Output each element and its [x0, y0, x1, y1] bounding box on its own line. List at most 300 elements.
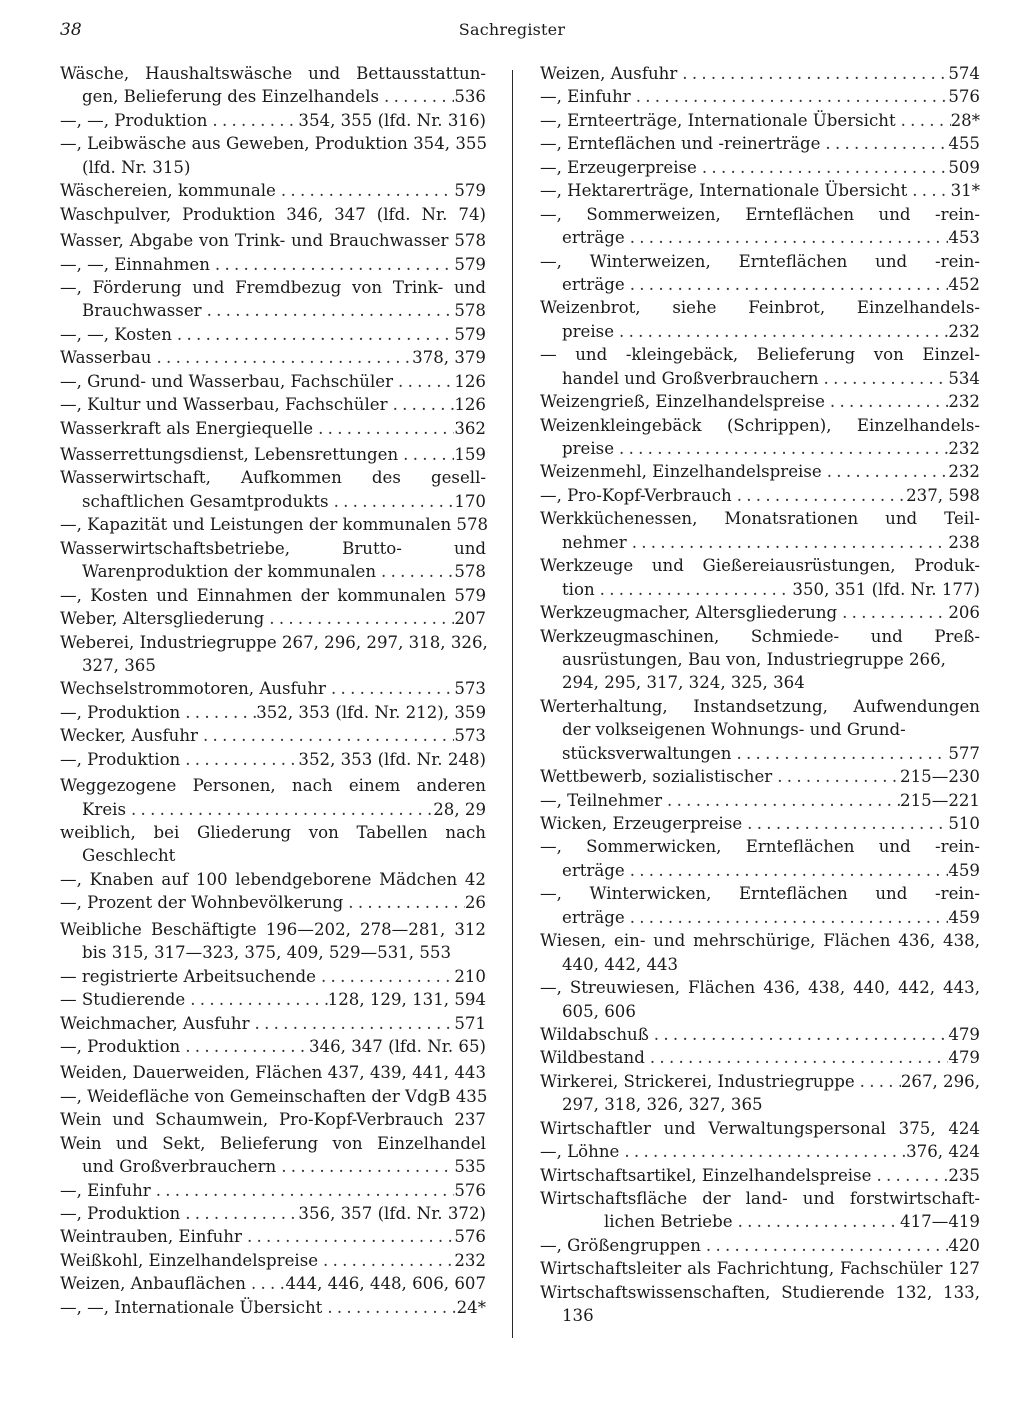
- index-entry: [540, 929, 980, 952]
- index-entry-pages: 350, 351 (lfd. Nr. 177): [792, 579, 980, 599]
- index-entry: [60, 748, 486, 771]
- dot-leader: [662, 789, 900, 812]
- index-entry-pages: 376, 424: [906, 1142, 980, 1162]
- index-entry-term: Brauchwasser: [82, 301, 202, 321]
- dot-leader: [180, 1035, 309, 1058]
- index-entry-term: lichen Betriebe: [604, 1212, 733, 1232]
- index-entry-text: Wasserwirtschaft, Aufkommen des gesell-: [60, 468, 486, 488]
- dot-leader: [819, 367, 949, 390]
- index-entry: [540, 625, 980, 648]
- index-entry-text: — und -kleingebäck, Belieferung von Einzel-: [540, 345, 980, 365]
- index-entry: [60, 1202, 486, 1225]
- index-entry-pages: 362: [454, 418, 486, 438]
- index-entry-pages: 128, 129, 131, 594: [327, 990, 486, 1010]
- index-entry: [540, 859, 980, 882]
- index-entry: [60, 774, 486, 797]
- index-entry-pages: 510: [948, 814, 980, 833]
- index-entry-pages: 455: [948, 134, 980, 154]
- index-entry: [540, 976, 980, 999]
- index-entry: [540, 531, 980, 554]
- index-entry: [60, 724, 486, 747]
- index-entry: [540, 320, 980, 343]
- index-entry-pages: 354, 355 (lfd. Nr. 316): [298, 110, 486, 130]
- index-entry-term: gen, Belieferung des Einzelhandels: [82, 87, 380, 107]
- index-entry-text: 440, 442, 443: [562, 954, 679, 974]
- index-entry: [540, 789, 980, 812]
- index-entry-text: Weiden, Dauerweiden, Flächen 437, 439, 441, 443: [60, 1063, 486, 1083]
- dot-leader: [697, 156, 948, 179]
- index-entry: [540, 671, 980, 694]
- index-entry-term: erträge: [562, 274, 625, 294]
- index-entry: [540, 648, 980, 671]
- index-entry-term: Wechselstrommotoren, Ausfuhr: [60, 679, 326, 699]
- dot-leader: [318, 1249, 454, 1272]
- index-entry: [60, 466, 486, 489]
- index-entry-term: —, Größengruppen: [540, 1235, 701, 1255]
- dot-leader: [198, 724, 454, 747]
- index-entry-text: Wasserwirtschaftsbetriebe, Brutto- und: [60, 538, 486, 558]
- index-entry-text: 136: [562, 1306, 594, 1326]
- index-entry: [540, 1257, 980, 1280]
- index-entry: [60, 513, 489, 536]
- column-divider: [512, 70, 513, 1338]
- index-entry-term: Weizenmehl, Einzelhandelspreise: [540, 462, 822, 482]
- index-entry: [540, 835, 980, 858]
- index-entry: [60, 1035, 486, 1058]
- dot-leader: [855, 1070, 901, 1093]
- index-entry-pages: 576: [454, 1227, 486, 1247]
- index-entry-text: —, Streuwiesen, Flächen 436, 438, 440, 442, 443,: [540, 978, 980, 998]
- dot-leader: [772, 765, 900, 788]
- index-entry-term: —, Produktion: [60, 702, 181, 722]
- index-entry-term: Kreis: [82, 799, 126, 819]
- dot-leader: [207, 109, 298, 132]
- dot-leader: [822, 460, 949, 483]
- index-entry-term: —, —, Einnahmen: [60, 254, 210, 274]
- dot-leader: [322, 1296, 456, 1319]
- index-entry: [60, 1085, 486, 1108]
- dot-leader: [631, 85, 949, 108]
- index-entry-pages: 346, 347 (lfd. Nr. 65): [308, 1036, 486, 1056]
- dot-leader: [645, 1046, 948, 1069]
- dot-leader: [126, 798, 433, 821]
- index-entry-pages: 535: [454, 1157, 486, 1177]
- index-entry: [540, 1281, 980, 1304]
- index-entry-text: —, Kosten und Einnahmen der kommunalen 579: [60, 585, 486, 605]
- index-entry: [60, 1155, 486, 1178]
- index-entry-term: Warenproduktion der kommunalen: [82, 562, 377, 582]
- index-entry-pages: 571: [454, 1013, 486, 1033]
- index-entry: [60, 537, 486, 560]
- index-entry: [540, 460, 980, 483]
- index-entry: [60, 988, 486, 1011]
- dot-leader: [625, 273, 949, 296]
- dot-leader: [185, 988, 327, 1011]
- dot-leader: [398, 443, 454, 466]
- dot-leader: [614, 320, 948, 343]
- index-entry: [540, 203, 980, 226]
- index-entry-term: Weichmacher, Ausfuhr: [60, 1013, 250, 1033]
- index-entry: [60, 132, 486, 155]
- dot-leader: [329, 490, 455, 513]
- index-entry: [540, 390, 980, 413]
- index-entry: [540, 578, 980, 601]
- index-entry-term: —, Ernteerträge, Internationale Übersicht: [540, 110, 896, 130]
- index-entry-pages: 352, 353 (lfd. Nr. 212), 359: [256, 702, 486, 722]
- index-entry-text: —, Förderung und Fremdbezug von Trink- und: [60, 277, 486, 297]
- index-entry: [540, 367, 980, 390]
- index-entry-text: —, Leibwäsche aus Geweben, Produktion 354, 355: [60, 134, 488, 154]
- index-entry-term: preise: [562, 321, 615, 341]
- index-entry-pages: 509: [948, 157, 980, 177]
- dot-leader: [595, 578, 793, 601]
- index-entry-text: der volkseigenen Wohnungs- und Grund-: [562, 720, 906, 740]
- index-entry: [540, 718, 980, 741]
- index-entry: [60, 85, 486, 108]
- index-column-left: [60, 62, 489, 1319]
- dot-leader: [627, 531, 949, 554]
- index-entry: [60, 203, 486, 226]
- index-entry: [60, 393, 486, 416]
- index-entry: [540, 414, 980, 437]
- index-entry-pages: 215—221: [900, 790, 980, 810]
- index-entry: [60, 941, 486, 964]
- index-entry: [60, 607, 486, 630]
- index-entry-term: Wettbewerb, sozialistischer: [540, 767, 773, 787]
- index-entry-pages: 444, 446, 448, 606, 607: [285, 1274, 486, 1294]
- index-entry-term: Wildbestand: [540, 1048, 645, 1068]
- index-entry-pages: 238: [948, 532, 980, 552]
- index-entry-text: Weizenkleingebäck (Schrippen), Einzelhandels-: [540, 415, 980, 435]
- dot-leader: [896, 109, 951, 132]
- index-entry-text: weiblich, bei Gliederung von Tabellen nach: [60, 823, 486, 842]
- dot-leader: [376, 560, 454, 583]
- dot-leader: [379, 85, 454, 108]
- index-entry-term: Wasserkraft als Energiequelle: [60, 418, 314, 438]
- index-entry: [60, 276, 486, 299]
- index-entry-text: Weberei, Industriegruppe 267, 296, 297, 318, 326,: [60, 632, 488, 652]
- index-entry-pages: 170: [454, 491, 486, 511]
- index-entry-term: Weizen, Ausfuhr: [540, 64, 678, 83]
- index-entry: [540, 765, 980, 788]
- index-entry-pages: 577: [948, 743, 980, 763]
- dot-leader: [246, 1272, 285, 1295]
- dot-leader: [733, 1210, 900, 1233]
- index-entry: [60, 844, 486, 867]
- index-entry-pages: 459: [948, 860, 980, 880]
- dot-leader: [625, 906, 949, 929]
- index-entry-term: erträge: [562, 860, 625, 880]
- index-entry: [60, 1179, 486, 1202]
- running-head: Sachregister: [458, 20, 566, 39]
- dot-leader: [837, 601, 948, 624]
- index-entry-term: —, Prozent der Wohnbevölkerung: [60, 893, 344, 913]
- index-entry-pages: 573: [454, 726, 486, 746]
- index-entry: [540, 109, 980, 132]
- index-entry: [540, 296, 980, 319]
- index-entry-term: Wecker, Ausfuhr: [60, 726, 198, 746]
- index-entry: [540, 1210, 980, 1233]
- index-entry-pages: 378, 379: [412, 348, 486, 368]
- index-entry: [60, 631, 486, 654]
- index-entry-term: handel und Großverbrauchern: [562, 368, 819, 388]
- index-entry: [60, 1225, 486, 1248]
- index-entry-pages: 459: [948, 907, 980, 927]
- index-entry: [60, 229, 486, 252]
- index-entry-pages: 479: [948, 1024, 980, 1044]
- index-entry-text: —, Winterweizen, Ernteflächen und -rein-: [540, 251, 980, 271]
- dot-leader: [151, 1179, 455, 1202]
- index-entry: [540, 1000, 980, 1023]
- dot-leader: [202, 299, 455, 322]
- index-entry: [60, 253, 486, 276]
- index-entry: [540, 1304, 980, 1327]
- index-entry: [60, 62, 486, 85]
- index-entry: [540, 226, 980, 249]
- index-entry-text: Werkzeuge und Gießereiausrüstungen, Produk-: [540, 556, 980, 576]
- index-entry-term: —, Einfuhr: [60, 1180, 151, 1200]
- index-entry: [60, 584, 486, 607]
- index-entry-pages: 267, 296,: [900, 1071, 980, 1091]
- index-entry-term: Weber, Altersgliederung: [60, 609, 265, 629]
- index-entry: [60, 560, 486, 583]
- index-column-right: [540, 62, 980, 1328]
- index-entry: [60, 1108, 486, 1131]
- index-entry: [60, 868, 486, 891]
- index-entry-pages: 232: [948, 321, 980, 341]
- dot-leader: [242, 1225, 454, 1248]
- dot-leader: [731, 742, 948, 765]
- index-entry-text: Werterhaltung, Instandsetzung, Aufwendungen: [540, 696, 980, 716]
- dot-leader: [820, 132, 948, 155]
- index-entry-text: Wein und Schaumwein, Pro-Kopf-Verbrauch 237: [60, 1110, 486, 1130]
- index-entry-term: —, Ernteflächen und -reinerträge: [540, 134, 821, 154]
- index-entry-term: —, Erzeugerpreise: [540, 157, 697, 177]
- dot-leader: [649, 1023, 949, 1046]
- index-entry: [540, 437, 980, 460]
- index-entry-pages: 536: [454, 87, 486, 107]
- index-entry-text: —, Weidefläche von Gemeinschaften der VdgB 435: [60, 1086, 488, 1106]
- index-entry-term: erträge: [562, 228, 625, 248]
- index-entry-term: stücksverwaltungen: [562, 743, 732, 763]
- index-entry-pages: 420: [948, 1235, 980, 1255]
- index-entry: [60, 1249, 486, 1272]
- index-entry: [60, 323, 486, 346]
- index-entry: [540, 1140, 980, 1163]
- index-entry-term: —, Kultur und Wasserbau, Fachschüler: [60, 395, 388, 415]
- index-entry: [540, 1046, 980, 1069]
- index-entry-pages: 479: [948, 1048, 980, 1068]
- dot-leader: [316, 965, 454, 988]
- index-entry: [540, 507, 980, 530]
- dot-leader: [825, 390, 948, 413]
- index-entry: [540, 882, 980, 905]
- index-entry: [540, 85, 980, 108]
- index-entry: [60, 798, 486, 821]
- index-entry: [540, 1117, 980, 1140]
- index-entry-term: —, —, Produktion: [60, 110, 208, 130]
- index-entry-text: Wein und Sekt, Belieferung von Einzelhandel: [60, 1133, 486, 1153]
- index-entry-pages: 452: [948, 274, 980, 294]
- index-entry: [60, 1132, 486, 1155]
- index-entry: [540, 1023, 980, 1046]
- index-entry: [540, 1234, 980, 1257]
- dot-leader: [264, 607, 454, 630]
- index-entry-pages: 573: [454, 679, 486, 699]
- index-entry-term: Weizengrieß, Einzelhandelspreise: [540, 392, 825, 412]
- index-entry-text: Weizenbrot, siehe Feinbrot, Einzelhandels-: [540, 298, 980, 318]
- index-entry-pages: 574: [948, 64, 980, 83]
- index-entry-pages: 232: [454, 1250, 486, 1270]
- index-entry-term: Wasserbau: [60, 348, 152, 368]
- index-entry-text: Waschpulver, Produktion 346, 347 (lfd. Nr. 74): [60, 204, 486, 224]
- index-entry-text: 605, 606: [562, 1001, 636, 1021]
- index-entry-term: —, Produktion: [60, 1036, 181, 1056]
- dot-leader: [614, 437, 948, 460]
- index-entry-pages: 26: [464, 893, 486, 913]
- index-entry-pages: 28*: [950, 110, 980, 130]
- index-entry: [60, 156, 486, 179]
- index-entry-term: —, —, Internationale Übersicht: [60, 1297, 323, 1317]
- index-entry: [60, 701, 486, 724]
- index-entry-pages: 356, 357 (lfd. Nr. 372): [298, 1204, 486, 1223]
- index-entry-pages: 579: [454, 254, 486, 274]
- index-entry-term: preise: [562, 439, 615, 458]
- index-entry-term: —, Produktion: [60, 1204, 181, 1223]
- index-entry: [540, 554, 980, 577]
- index-entry-text: Wäsche, Haushaltswäsche und Bettausstattun-: [60, 64, 486, 83]
- dot-leader: [907, 179, 950, 202]
- dot-leader: [625, 859, 949, 882]
- index-entry-text: Weibliche Beschäftigte 196—202, 278—281, 312: [60, 919, 486, 939]
- index-entry: [540, 1164, 980, 1187]
- index-entry-pages: 232: [948, 462, 980, 482]
- index-entry-pages: 576: [948, 87, 980, 107]
- dot-leader: [388, 393, 455, 416]
- index-entry-pages: 576: [454, 1180, 486, 1200]
- index-entry: [60, 891, 486, 914]
- index-entry-pages: 28, 29: [433, 799, 486, 819]
- index-entry-text: Wirtschaftler und Verwaltungspersonal 375, 424: [540, 1118, 980, 1138]
- index-entry-term: —, Produktion: [60, 749, 181, 769]
- index-entry-term: erträge: [562, 907, 625, 927]
- index-entry: [540, 179, 980, 202]
- index-entry-term: Wäschereien, kommunale: [60, 181, 276, 201]
- index-entry: [60, 370, 486, 393]
- index-entry-term: schaftlichen Gesamtprodukts: [82, 491, 329, 511]
- index-entry: [540, 812, 980, 835]
- index-entry: [60, 1272, 486, 1295]
- index-entry-term: Wildabschuß: [540, 1024, 649, 1044]
- index-entry-term: —, Teilnehmer: [540, 790, 663, 810]
- index-entry: [540, 601, 980, 624]
- dot-leader: [172, 323, 454, 346]
- index-entry-term: —, Pro-Kopf-Verbrauch: [540, 485, 732, 505]
- index-entry-pages: 417—419: [900, 1212, 980, 1232]
- index-entry-pages: 453: [948, 228, 980, 248]
- index-entry-pages: 578: [454, 562, 486, 582]
- index-entry: [60, 1061, 486, 1084]
- index-entry-text: 327, 365: [82, 655, 156, 675]
- index-entry-text: Werkzeugmaschinen, Schmiede- und Preß-: [540, 626, 980, 646]
- index-entry-text: Wirtschaftsleiter als Fachrichtung, Fachschüler 127: [540, 1259, 980, 1279]
- dot-leader: [742, 812, 948, 835]
- index-entry: [60, 654, 486, 677]
- index-entry-pages: 31*: [950, 181, 980, 201]
- index-entry-term: Weintrauben, Einfuhr: [60, 1227, 242, 1247]
- index-entry-pages: 232: [948, 439, 980, 458]
- index-entry-term: —, Grund- und Wasserbau, Fachschüler: [60, 371, 394, 391]
- dot-leader: [180, 701, 256, 724]
- index-entry-pages: 235: [948, 1165, 980, 1185]
- index-entry-term: und Großverbrauchern: [82, 1157, 277, 1177]
- index-entry-term: —, Einfuhr: [540, 87, 631, 107]
- index-entry: [540, 343, 980, 366]
- index-entry: [60, 918, 486, 941]
- dot-leader: [393, 370, 454, 393]
- index-entry-text: —, Winterwicken, Ernteflächen und -rein-: [540, 884, 980, 904]
- index-entry-text: Wirtschaftswissenschaften, Studierende 132, 133,: [540, 1282, 980, 1302]
- index-entry: [540, 132, 980, 155]
- index-entry: [60, 443, 486, 466]
- index-entry: [540, 62, 980, 85]
- index-entry-text: Geschlecht: [82, 846, 176, 866]
- index-entry: [540, 1093, 980, 1116]
- index-entry-pages: 206: [948, 603, 980, 623]
- dot-leader: [343, 891, 465, 914]
- index-entry: [540, 906, 980, 929]
- index-entry: [60, 1296, 486, 1319]
- index-entry: [60, 417, 486, 440]
- index-entry-text: —, Kapazität und Leistungen der kommunalen 578: [60, 515, 489, 535]
- index-entry-text: Wirtschaftsfläche der land- und forstwirtschaft-: [540, 1189, 980, 1208]
- dot-leader: [677, 62, 948, 85]
- index-entry-text: (lfd. Nr. 315): [82, 157, 191, 177]
- index-entry-term: — registrierte Arbeitsuchende: [60, 966, 316, 986]
- index-entry-text: ausrüstungen, Bau von, Industriegruppe 266,: [562, 649, 946, 669]
- dot-leader: [276, 1155, 454, 1178]
- index-entry: [540, 250, 980, 273]
- index-entry-term: tion: [562, 579, 595, 599]
- index-entry-term: —, —, Kosten: [60, 324, 172, 344]
- index-entry: [60, 1012, 486, 1035]
- index-entry-text: Werkküchenessen, Monatsrationen und Teil-: [540, 509, 980, 529]
- index-entry-pages: 579: [454, 324, 486, 344]
- index-entry: [60, 965, 486, 988]
- index-entry-pages: 578: [454, 301, 486, 321]
- index-entry-pages: 352, 353 (lfd. Nr. 248): [298, 749, 486, 769]
- index-entry: [60, 346, 486, 369]
- dot-leader: [326, 677, 454, 700]
- index-entry-pages: 126: [454, 395, 486, 415]
- index-entry-term: Wirtschaftsartikel, Einzelhandelspreise: [540, 1165, 872, 1185]
- index-entry: [60, 299, 486, 322]
- index-entry-term: nehmer: [562, 532, 627, 552]
- dot-leader: [625, 226, 949, 249]
- index-entry-text: Wiesen, ein- und mehrschürige, Flächen 436, 438,: [540, 931, 980, 951]
- dot-leader: [619, 1140, 906, 1163]
- dot-leader: [276, 179, 454, 202]
- index-entry-term: Werkzeugmacher, Altersgliederung: [540, 603, 838, 623]
- index-entry-term: Wirkerei, Strickerei, Industriegruppe: [540, 1071, 855, 1091]
- dot-leader: [210, 253, 454, 276]
- index-entry-term: Weißkohl, Einzelhandelspreise: [60, 1250, 319, 1270]
- index-entry: [60, 179, 486, 202]
- index-entry-text: —, Knaben auf 100 lebendgeborene Mädchen 42: [60, 869, 486, 889]
- index-entry-pages: 534: [948, 368, 980, 388]
- index-entry: [540, 953, 980, 976]
- index-entry: [60, 490, 486, 513]
